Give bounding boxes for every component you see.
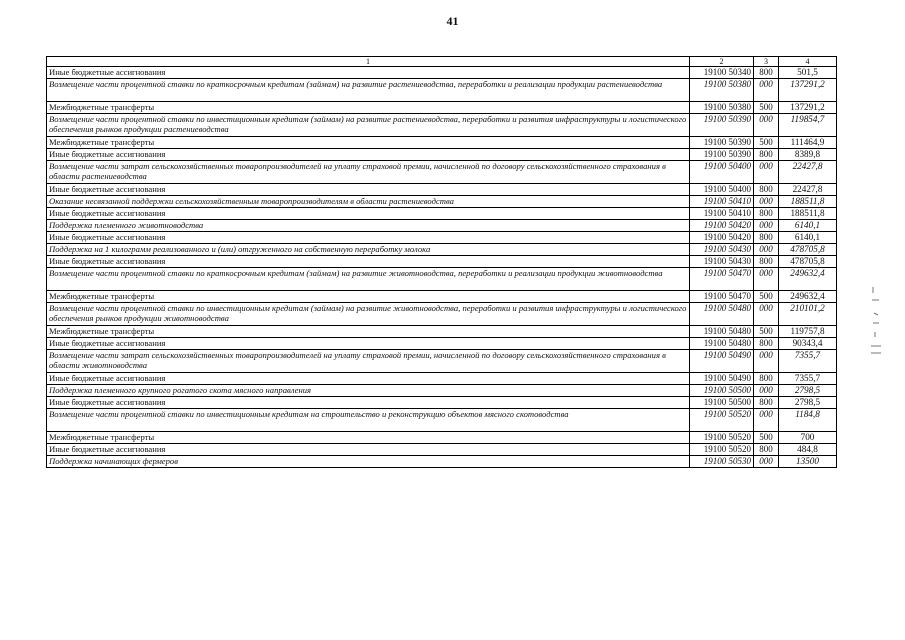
row-code-cell: 19100 50470 (690, 291, 754, 303)
row-name-cell: Иные бюджетные ассигнования (47, 184, 690, 196)
row-amount-cell: 8389,8 (779, 149, 837, 161)
row-amount-cell: 249632,4 (779, 291, 837, 303)
row-type-cell: 000 (754, 385, 779, 397)
row-code-cell: 19100 50530 (690, 456, 754, 468)
row-code-cell: 19100 50420 (690, 220, 754, 232)
row-code-cell: 19100 50480 (690, 338, 754, 350)
row-code-cell: 19100 50500 (690, 397, 754, 409)
row-amount-cell: 249632,4 (779, 268, 837, 291)
row-type-cell: 000 (754, 114, 779, 137)
header-col-name: 1 (47, 57, 690, 67)
row-code-cell: 19100 50490 (690, 350, 754, 373)
row-amount-cell: 2798,5 (779, 385, 837, 397)
row-name-cell: Межбюджетные трансферты (47, 432, 690, 444)
table-row (47, 79, 837, 102)
row-name-cell: Иные бюджетные ассигнования (47, 444, 690, 456)
row-amount-cell: 210101,2 (779, 303, 837, 326)
budget-table (46, 56, 837, 468)
table-row (47, 184, 837, 196)
row-code-cell: 19100 50520 (690, 444, 754, 456)
table-row (47, 208, 837, 220)
table-row (47, 409, 837, 432)
row-code-cell: 19100 50420 (690, 232, 754, 244)
row-type-cell: 000 (754, 220, 779, 232)
row-name-cell: Межбюджетные трансферты (47, 291, 690, 303)
page-number: 41 (446, 14, 459, 28)
row-name-cell: Иные бюджетные ассигнования (47, 208, 690, 220)
row-type-cell: 000 (754, 196, 779, 208)
row-name-cell: Поддержка племенного животноводства (47, 220, 690, 232)
table-row (47, 397, 837, 409)
row-name-cell: Возмещение части затрат сельскохозяйственных товаропроизводителей на уплату страховой премии, начисленной по договору сельскохозяйственного страхования в области животноводства (47, 350, 690, 373)
table-row (47, 137, 837, 149)
row-name-cell: Возмещение части процентной ставки по инвестиционным кредитам на строительство и реконструкцию объектов мясного скотоводства (47, 409, 690, 432)
row-name-cell: Иные бюджетные ассигнования (47, 256, 690, 268)
table-row (47, 444, 837, 456)
row-amount-cell: 111464,9 (779, 137, 837, 149)
row-type-cell: 500 (754, 432, 779, 444)
row-type-cell: 800 (754, 373, 779, 385)
row-code-cell: 19100 50500 (690, 385, 754, 397)
row-code-cell: 19100 50480 (690, 326, 754, 338)
row-type-cell: 800 (754, 397, 779, 409)
row-amount-cell: 700 (779, 432, 837, 444)
row-name-cell: Иные бюджетные ассигнования (47, 232, 690, 244)
row-code-cell: 19100 50470 (690, 268, 754, 291)
header-row (47, 57, 837, 67)
row-name-cell: Оказание несвязанной поддержки сельскохозяйственным товаропроизводителям в области растениеводства (47, 196, 690, 208)
table-row (47, 114, 837, 137)
table-row (47, 350, 837, 373)
row-amount-cell: 119854,7 (779, 114, 837, 137)
table-row (47, 161, 837, 184)
row-amount-cell: 119757,8 (779, 326, 837, 338)
row-amount-cell: 13500 (779, 456, 837, 468)
row-type-cell: 500 (754, 137, 779, 149)
row-type-cell: 500 (754, 102, 779, 114)
table-row (47, 102, 837, 114)
row-amount-cell: 7355,7 (779, 373, 837, 385)
row-type-cell: 000 (754, 350, 779, 373)
row-type-cell: 000 (754, 268, 779, 291)
row-code-cell: 19100 50400 (690, 161, 754, 184)
row-type-cell: 500 (754, 291, 779, 303)
row-code-cell: 19100 50400 (690, 184, 754, 196)
row-code-cell: 19100 50410 (690, 208, 754, 220)
row-code-cell: 19100 50390 (690, 149, 754, 161)
table-row (47, 432, 837, 444)
row-type-cell: 800 (754, 338, 779, 350)
header-col-amount: 4 (779, 57, 837, 67)
row-name-cell: Иные бюджетные ассигнования (47, 67, 690, 79)
row-name-cell: Возмещение части процентной ставки по инвестиционным кредитам (займам) на развитие растениеводства, переработки и развития инфраструктуры и логистического обеспечения рынков продукции растениеводства (47, 114, 690, 137)
row-type-cell: 000 (754, 456, 779, 468)
row-name-cell: Межбюджетные трансферты (47, 137, 690, 149)
row-amount-cell: 6140,1 (779, 232, 837, 244)
row-name-cell: Поддержка племенного крупного рогатого скота мясного направления (47, 385, 690, 397)
row-type-cell: 000 (754, 244, 779, 256)
row-code-cell: 19100 50390 (690, 114, 754, 137)
row-name-cell: Иные бюджетные ассигнования (47, 397, 690, 409)
row-amount-cell: 478705,8 (779, 244, 837, 256)
table-row (47, 291, 837, 303)
row-type-cell: 800 (754, 208, 779, 220)
row-amount-cell: 22427,8 (779, 161, 837, 184)
row-name-cell: Поддержка на 1 килограмм реализованного и (или) отгруженного на собственную переработку молока (47, 244, 690, 256)
table-row (47, 268, 837, 291)
row-amount-cell: 1184,8 (779, 409, 837, 432)
row-amount-cell: 501,5 (779, 67, 837, 79)
row-code-cell: 19100 50380 (690, 79, 754, 102)
table-row (47, 232, 837, 244)
row-name-cell: Возмещение части затрат сельскохозяйственных товаропроизводителей на уплату страховой премии, начисленной по договору сельскохозяйственного страхования в области растениеводства (47, 161, 690, 184)
table-row (47, 385, 837, 397)
table-row (47, 338, 837, 350)
table-row (47, 196, 837, 208)
row-name-cell: Иные бюджетные ассигнования (47, 338, 690, 350)
header-col-code: 2 (690, 57, 754, 67)
row-code-cell: 19100 50340 (690, 67, 754, 79)
row-amount-cell: 478705,8 (779, 256, 837, 268)
row-type-cell: 800 (754, 149, 779, 161)
row-name-cell: Возмещение части процентной ставки по краткосрочным кредитам (займам) на развитие животноводства, переработки и реализации продукции животноводства (47, 268, 690, 291)
row-name-cell: Иные бюджетные ассигнования (47, 373, 690, 385)
margin-marks (869, 285, 883, 357)
row-name-cell: Возмещение части процентной ставки по инвестиционным кредитам (займам) на развитие животноводства, переработки и развития инфраструктуры и логистического обеспечения рынков продукции животноводства (47, 303, 690, 326)
row-type-cell: 800 (754, 444, 779, 456)
row-name-cell: Иные бюджетные ассигнования (47, 149, 690, 161)
table-row (47, 149, 837, 161)
table-row (47, 326, 837, 338)
header-col-type: 3 (754, 57, 779, 67)
row-amount-cell: 7355,7 (779, 350, 837, 373)
table-row (47, 373, 837, 385)
row-name-cell: Межбюджетные трансферты (47, 102, 690, 114)
row-amount-cell: 2798,5 (779, 397, 837, 409)
row-name-cell: Межбюджетные трансферты (47, 326, 690, 338)
table-body (47, 67, 837, 468)
row-amount-cell: 22427,8 (779, 184, 837, 196)
row-code-cell: 19100 50480 (690, 303, 754, 326)
table-row (47, 67, 837, 79)
row-code-cell: 19100 50490 (690, 373, 754, 385)
table-row (47, 244, 837, 256)
row-amount-cell: 137291,2 (779, 79, 837, 102)
row-code-cell: 19100 50430 (690, 244, 754, 256)
row-amount-cell: 6140,1 (779, 220, 837, 232)
row-type-cell: 800 (754, 67, 779, 79)
row-amount-cell: 188511,8 (779, 196, 837, 208)
row-code-cell: 19100 50390 (690, 137, 754, 149)
row-type-cell: 000 (754, 161, 779, 184)
row-amount-cell: 188511,8 (779, 208, 837, 220)
row-amount-cell: 484,8 (779, 444, 837, 456)
table-row (47, 456, 837, 468)
row-amount-cell: 137291,2 (779, 102, 837, 114)
row-code-cell: 19100 50520 (690, 409, 754, 432)
row-type-cell: 000 (754, 303, 779, 326)
table-row (47, 256, 837, 268)
row-type-cell: 800 (754, 256, 779, 268)
table-row (47, 303, 837, 326)
row-type-cell: 800 (754, 184, 779, 196)
row-type-cell: 500 (754, 326, 779, 338)
row-code-cell: 19100 50430 (690, 256, 754, 268)
row-type-cell: 000 (754, 79, 779, 102)
row-name-cell: Поддержка начинающих фермеров (47, 456, 690, 468)
row-name-cell: Возмещение части процентной ставки по краткосрочным кредитам (займам) на развитие растениеводства, переработки и реализации продукции растениеводства (47, 79, 690, 102)
row-code-cell: 19100 50380 (690, 102, 754, 114)
row-type-cell: 800 (754, 232, 779, 244)
table-row (47, 220, 837, 232)
row-code-cell: 19100 50410 (690, 196, 754, 208)
row-type-cell: 000 (754, 409, 779, 432)
row-code-cell: 19100 50520 (690, 432, 754, 444)
row-amount-cell: 90343,4 (779, 338, 837, 350)
